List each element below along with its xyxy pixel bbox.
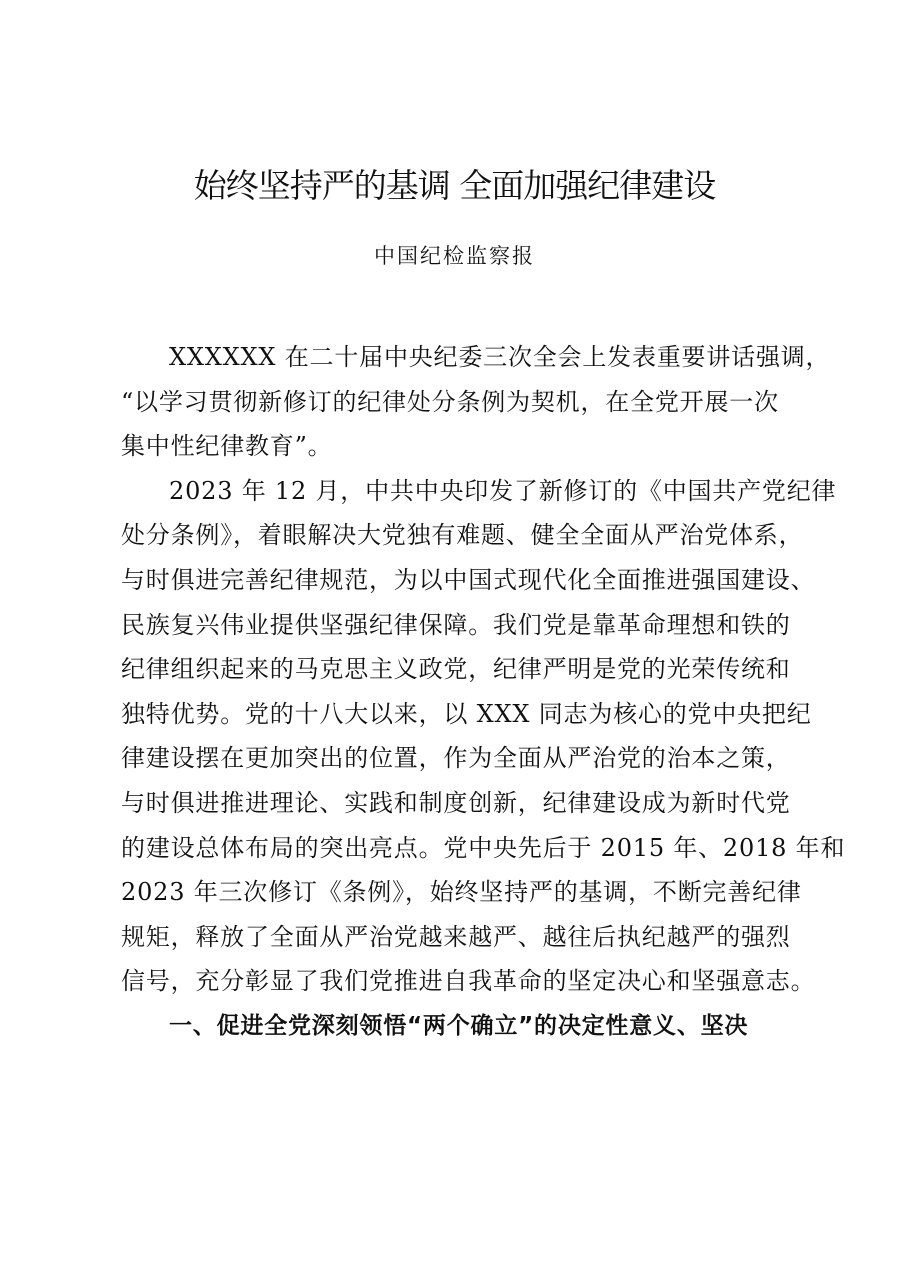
paragraph-line: 2023 年三次修订《条例》，始终坚持严的基调，不断完善纪律 xyxy=(121,878,802,907)
paragraph-line: 纪律组织起来的马克思主义政党，纪律严明是党的光荣传统和 xyxy=(121,655,791,684)
paragraph-2 xyxy=(121,469,846,1004)
paragraph-line: 的建设总体布局的突出亮点。党中央先后于 2015 年、2018 年和 xyxy=(121,833,846,862)
paragraph-line: 2023 年 12 月，中共中央印发了新修订的《中国共产党纪律 xyxy=(169,476,837,505)
section-heading xyxy=(121,1004,811,1049)
paragraph-line: 集中性纪律教育”。 xyxy=(121,432,333,461)
paragraph-line: 规矩，释放了全面从严治党越来越严、越往后执纪越严的强烈 xyxy=(121,922,791,951)
document-body xyxy=(121,335,846,1049)
paragraph-line: 信号，充分彰显了我们党推进自我革命的坚定决心和坚强意志。 xyxy=(121,967,816,996)
section-heading-text: 一、促进全党深刻领悟“两个确立”的决定性意义、坚决 xyxy=(169,1012,749,1039)
paragraph-line: 与时俱进完善纪律规范，为以中国式现代化全面推进强国建设、 xyxy=(121,565,816,594)
paragraph-1 xyxy=(121,335,831,469)
paragraph-line: 独特优势。党的十八大以来，以 XXX 同志为核心的党中央把纪 xyxy=(121,699,812,728)
paragraph-line: “以学习贯彻新修订的纪律处分条例为契机，在全党开展一次 xyxy=(121,387,779,416)
paragraph-line: 律建设摆在更加突出的位置，作为全面从严治党的治本之策， xyxy=(121,744,791,773)
paragraph-line: 处分条例》，着眼解决大党独有难题、健全全面从严治党体系， xyxy=(121,521,804,550)
paragraph-line: 与时俱进推进理论、实践和制度创新，纪律建设成为新时代党 xyxy=(121,788,791,817)
document-source: 中国纪检监察报 xyxy=(374,244,535,268)
paragraph-line: 民族复兴伟业提供坚强纪律保障。我们党是靠革命理想和铁的 xyxy=(121,610,791,639)
paragraph-line: XXXXXX 在二十届中央纪委三次全会上发表重要讲话强调， xyxy=(169,343,831,371)
document-title: 始终坚持严的基调 全面加强纪律建设 xyxy=(193,166,716,205)
